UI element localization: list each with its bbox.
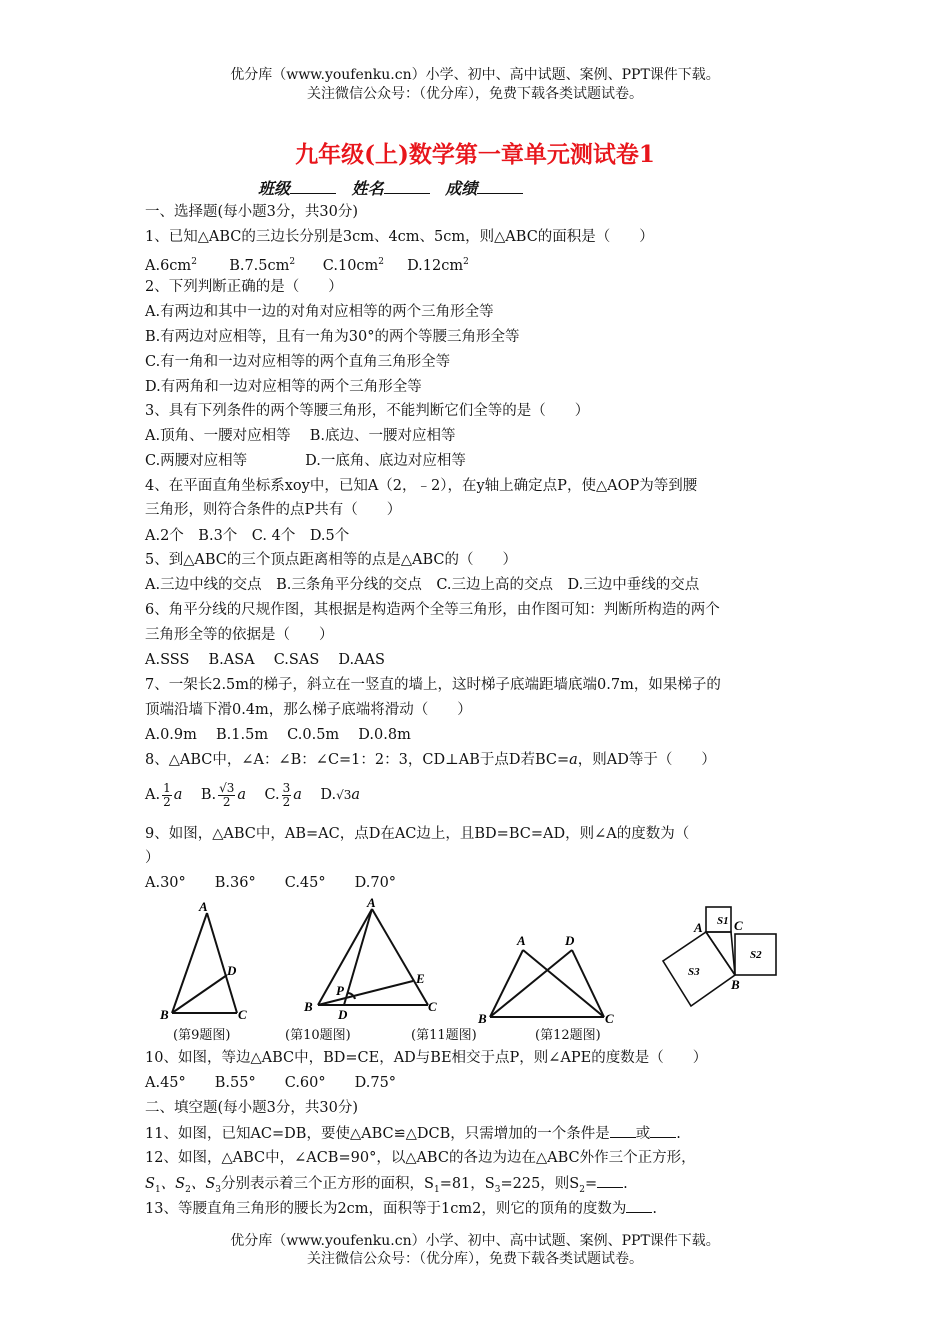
fig11-label-b: B (478, 1011, 487, 1026)
q1-sup-d: 2 (463, 257, 469, 267)
q12-s: S (145, 1176, 155, 1192)
q12-sub-2: 2 (185, 1184, 191, 1195)
q11-blank-1 (610, 1123, 636, 1138)
q6-line-1: 6、角平分线的尺规作图，其根据是构造两个全等三角形，由作图可知：判断所构造的两个 (145, 602, 720, 618)
q12-sep-1: 、S (160, 1176, 186, 1192)
q12-end: . (623, 1176, 628, 1192)
q8-pre: 8、△ABC中，∠A：∠B：∠C=1：2：3，CD⊥AB于点D若BC= (145, 752, 570, 768)
q1-option-b: B.7.5cm (229, 257, 290, 274)
q8-b-label: B. (200, 787, 217, 803)
class-label: 班级 (258, 179, 291, 198)
figure-q10 (318, 909, 428, 1005)
q8-var: a (569, 752, 578, 768)
q12-sub-1: 1 (154, 1184, 161, 1195)
q11-pre: 11、如图，已知AC=DB，要使△ABC≌△DCB，只需增加的一个条件是 (145, 1126, 610, 1142)
fig10-label-e: E (416, 971, 425, 986)
q12-v2: = (584, 1176, 598, 1192)
q3-options-ab: A.顶角、一腰对应相等 B.底边、一腰对应相等 (145, 428, 456, 444)
footer-line-2: 关注微信公众号：（优分库），免费下载各类试题试卷。 (307, 1251, 643, 1267)
q12-mid: 分别表示着三个正方形的面积，S (221, 1176, 434, 1192)
page-title: 九年级(上)数学第一章单元测试卷1 (295, 141, 655, 168)
q8-c-label: C. (264, 787, 280, 803)
q2-option-c: C.有一角和一边对应相等的两个直角三角形全等 (145, 354, 451, 370)
caption-fig11: (第11题图) (411, 1028, 477, 1043)
q2-text: 2、下列判断正确的是（ ） (145, 279, 343, 295)
q9-line-1: 9、如图，△ABC中，AB=AC，点D在AC边上，且BD=BC=AD，则∠A的度数为（ (145, 826, 690, 842)
q1-option-c: C.10cm (322, 257, 379, 274)
fig10-label-p: P (336, 983, 344, 998)
q8-frac-c: $\frac{3}{2}$ (282, 780, 291, 809)
score-label: 成绩 (445, 179, 478, 198)
q9-options: A.30° B.36° C.45° D.70° (145, 875, 397, 891)
q2-option-d: D.有两角和一边对应相等的两个三角形全等 (145, 379, 422, 395)
caption-fig9: (第9题图) (173, 1028, 231, 1043)
fig11-label-c: C (605, 1011, 614, 1026)
q1-sup-a: 2 (191, 257, 197, 267)
header-line-1: 优分库（www.youfenku.cn）小学、初中、高中试题、案例、PPT课件下载。 (230, 67, 720, 83)
q12-line-1: 12、如图，△ABC中，∠ACB=90°，以△ABC的各边为边在△ABC外作三个正方形， (145, 1150, 696, 1166)
q8-a-label: A. (145, 787, 161, 803)
caption-fig12: (第12题图) (535, 1028, 601, 1043)
q8-root: √3 (336, 788, 352, 802)
q5-text: 5、到△ABC的三个顶点距离相等的点是△ABC的（ ） (145, 552, 518, 568)
q10-options: A.45° B.55° C.60° D.75° (145, 1075, 397, 1091)
fig12-label-s3: S3 (688, 966, 700, 978)
name-label: 姓名 (351, 179, 384, 198)
q13-post: . (652, 1201, 657, 1217)
q4-line-2: 三角形，则符合条件的点P共有（ ） (145, 502, 402, 518)
q1-sup-c: 2 (378, 257, 385, 267)
q10-text: 10、如图，等边△ABC中，BD=CE，AD与BE相交于点P，则∠APE的度数是（ ） (145, 1050, 708, 1066)
q9-line-2: ） (145, 850, 160, 866)
student-info (258, 176, 533, 199)
q1-sup-b: 2 (289, 257, 296, 267)
q11-post: . (676, 1126, 681, 1142)
fig12-label-c: C (734, 918, 743, 933)
figure-q11 (490, 950, 604, 1017)
q8-text (145, 750, 716, 770)
class-blank (290, 179, 336, 194)
q8-frac-a: $\frac{1}{2}$ (163, 780, 171, 809)
q8-b-var: a (237, 787, 247, 803)
q7-line-2: 顶端沿墙下滑0.4m，那么梯子底端将滑动（ ） (145, 702, 472, 718)
q12-sub-3: 3 (215, 1184, 222, 1195)
q12-sub-v3: 3 (494, 1184, 501, 1195)
q6-line-2: 三角形全等的依据是（ ） (145, 627, 334, 643)
q12-v1: =81，S (439, 1176, 495, 1192)
q3-options-cd: C.两腰对应相等 D.一底角、底边对应相等 (145, 453, 466, 469)
q12-v3: =225，则S (500, 1176, 580, 1192)
footer-line-1: 优分库（www.youfenku.cn）小学、初中、高中试题、案例、PPT课件下载。 (230, 1233, 720, 1249)
fig12-label-b: B (731, 977, 740, 992)
score-blank (477, 179, 523, 194)
caption-fig10: (第10题图) (285, 1028, 351, 1043)
q8-options (145, 778, 360, 812)
q11-blank-2 (650, 1123, 676, 1138)
q12-blank (597, 1173, 623, 1188)
name-blank (384, 179, 430, 194)
fig9-label-b: B (160, 1007, 169, 1022)
q7-line-1: 7、一架长2.5m的梯子，斜立在一竖直的墙上，这时梯子底端距墙底端0.7m，如果梯子的 (145, 677, 721, 693)
q4-options: A.2个 B.3个 C. 4个 D.5个 (145, 528, 350, 544)
section-1-heading: 一、选择题(每小题3分，共30分) (145, 204, 358, 220)
fig12-label-s1: S1 (717, 915, 729, 927)
q1-option-d: D.12cm (407, 257, 464, 274)
q8-d-label: D. (320, 787, 337, 803)
fig9-label-a: A (199, 899, 208, 914)
fig12-label-a: A (694, 920, 703, 935)
fig9-label-c: C (238, 1007, 247, 1022)
q5-options: A.三边中线的交点 B.三条角平分线的交点 C.三边上高的交点 D.三边中垂线的交点 (145, 577, 700, 593)
q8-c-var: a (293, 787, 302, 803)
q2-option-b: B.有两边对应相等，且有一角为30°的两个等腰三角形全等 (145, 329, 520, 345)
q2-option-a: A.有两边和其中一边的对角对应相等的两个三角形全等 (145, 304, 494, 320)
q12-line-2 (145, 1173, 628, 1200)
fig10-label-b: B (304, 999, 313, 1014)
q11-text (145, 1123, 681, 1144)
q4-line-1: 4、在平面直角坐标系xoy中，已知A（2，﹣2），在y轴上确定点P，使△AOP为等到腰 (145, 478, 698, 494)
fig12-label-s2: S2 (750, 949, 762, 961)
q13-blank (626, 1198, 652, 1213)
q12-sep-2: 、S (190, 1176, 216, 1192)
q7-options: A.0.9m B.1.5m C.0.5m D.0.8m (145, 727, 411, 743)
q12-sub-v1: 1 (433, 1184, 440, 1195)
fig10-label-a: A (367, 895, 376, 910)
fig11-label-d: D (565, 933, 575, 948)
q11-mid: 或 (635, 1126, 651, 1142)
fig11-label-a: A (517, 933, 526, 948)
q3-text: 3、具有下列条件的两个等腰三角形，不能判断它们全等的是（ ） (145, 403, 590, 419)
fig10-label-c: C (428, 999, 437, 1014)
q8-a-var: a (173, 787, 183, 803)
q12-sub-v2: 2 (579, 1184, 585, 1195)
q8-frac-b: $\frac{√3}{2}$ (219, 780, 235, 809)
figures (0, 895, 950, 1045)
q8-post: ，则AD等于（ ） (577, 752, 716, 768)
q1-text: 1、已知△ABC的三边长分别是3cm、4cm、5cm，则△ABC的面积是（ ） (145, 229, 654, 245)
q13-text (145, 1198, 657, 1219)
section-2-heading: 二、填空题(每小题3分，共30分) (145, 1100, 358, 1116)
q13-pre: 13、等腰直角三角形的腰长为2cm，面积等于1cm2，则它的顶角的度数为 (145, 1201, 627, 1217)
q6-options: A.SSS B.ASA C.SAS D.AAS (145, 652, 385, 668)
header-line-2: 关注微信公众号：（优分库），免费下载各类试题试卷。 (307, 86, 643, 102)
q8-d-var: a (351, 787, 361, 803)
q1-options (145, 252, 469, 276)
q1-option-a: A.6cm (145, 257, 192, 274)
fig9-label-d: D (227, 963, 237, 978)
fig10-label-d: D (338, 1007, 348, 1022)
